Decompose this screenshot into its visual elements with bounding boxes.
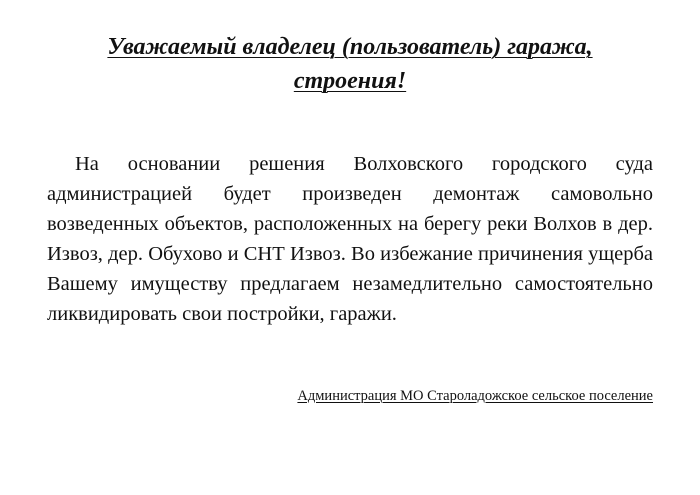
notice-body: На основании решения Волховского городского суда администрацией будет произведен демонтаж самовольно возведенных объектов, расположенных на берегу реки Волхов в дер. Извоз, дер. Обухово и СНТ Извоз. Во избежание причинения ущерба Вашему имуществу предлагаем незамедлительно самостоятельно ликвидировать свои постройки, гаражи. [47,153,653,325]
notice-title-line-1: Уважаемый владелец (пользователь) гаража, [107,34,593,60]
notice-title [40,30,660,98]
notice-title-line-2: строения! [293,68,407,94]
notice-signature: Администрация МО Староладожское сельское поселение [297,388,653,404]
